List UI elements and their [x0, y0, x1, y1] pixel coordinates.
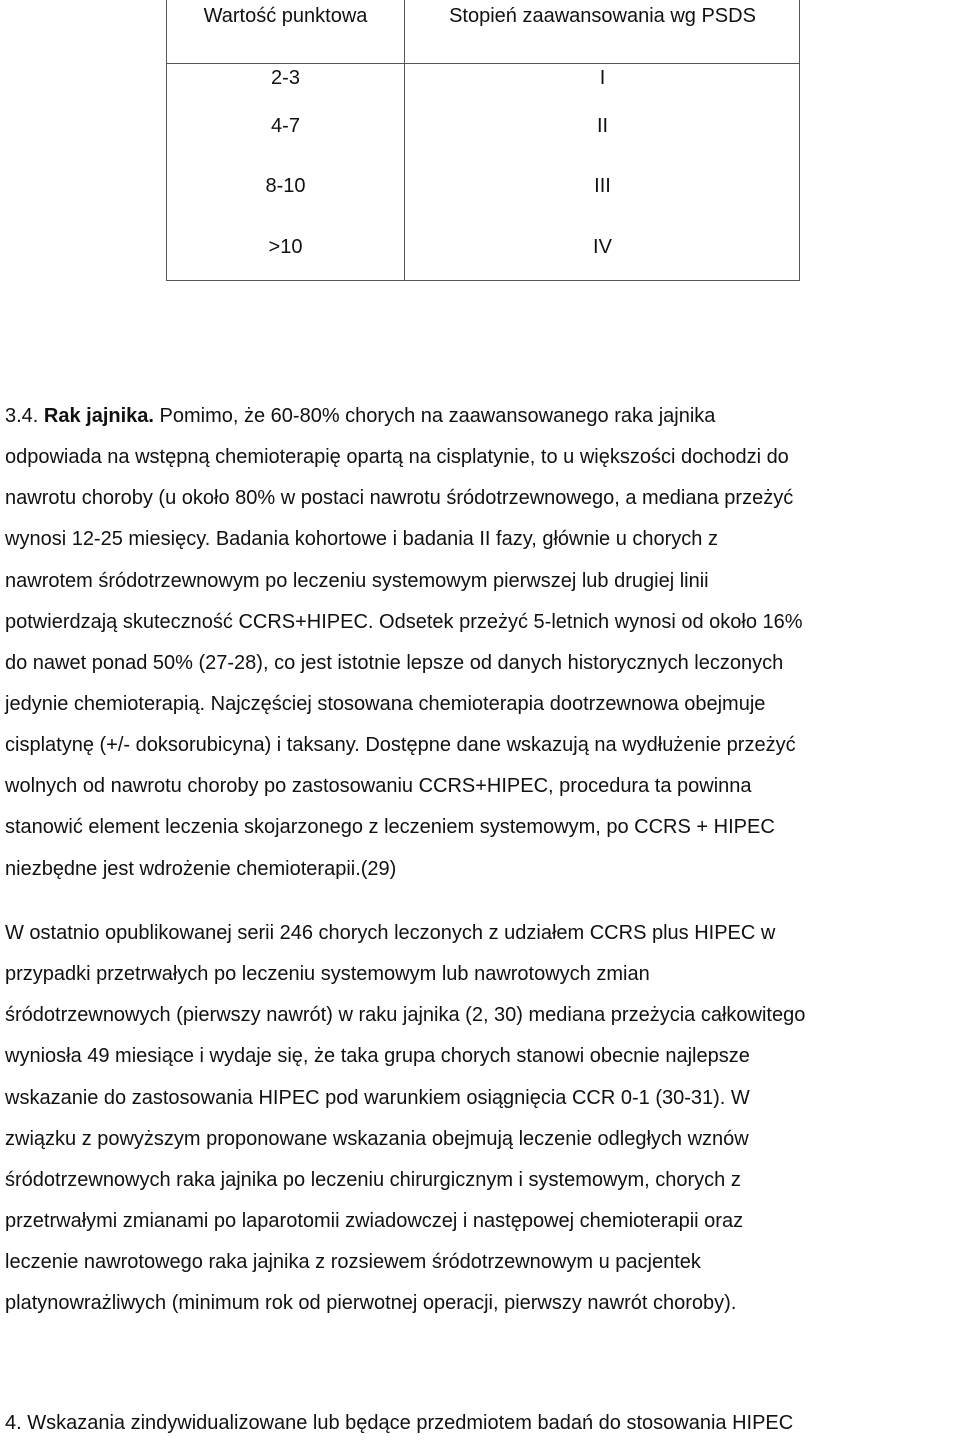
paragraph-line: śródotrzewnowych raka jajnika po leczeniu chirurgicznym i systemowym, chorych z — [5, 1168, 741, 1191]
table-cell-score: >10 — [268, 236, 303, 258]
table-cell-score: 4-7 — [271, 115, 300, 137]
paragraph-line: stanowić element leczenia skojarzonego z leczeniem systemowym, po CCRS + HIPEC — [5, 816, 775, 839]
paragraph-line: śródotrzewnowych (pierwszy nawrót) w raku jajnika (2, 30) mediana przeżycia całkowitego — [5, 1004, 806, 1027]
table-cell-stage: II — [596, 115, 609, 137]
paragraph-line: przypadki przetrwałych po leczeniu systemowym lub nawrotowych zmian — [5, 963, 650, 986]
paragraph-line: W ostatnio opublikowanej serii 246 chorych leczonych z udziałem CCRS plus HIPEC w — [5, 922, 776, 944]
paragraph-line: jedynie chemioterapią. Najczęściej stosowana chemioterapia dootrzewnowa obejmuje — [5, 692, 766, 715]
paragraph-line: do nawet ponad 50% (27-28), co jest istotnie lepsze od danych historycznych leczonych — [5, 651, 784, 674]
paragraph-line: niezbędne jest wdrożenie chemioterapii.(29) — [5, 857, 397, 880]
psds-staging-table — [166, 0, 800, 281]
table-header-divider — [167, 63, 799, 64]
table-header-score: Wartość punktowa — [203, 5, 368, 27]
paragraph-line: leczenie nawrotowego raka jajnika z rozsiewem śródotrzewnowym u pacjentek — [5, 1251, 701, 1274]
paragraph-line: 3.4. Rak jajnika. Pomimo, że 60-80% chorych na zaawansowanego raka jajnika — [5, 405, 716, 427]
paragraph-line: wskazanie do zastosowania HIPEC pod warunkiem osiągnięcia CCR 0-1 (30-31). W — [5, 1086, 750, 1109]
paragraph-line: przetrwałymi zmianami po laparotomii zwiadowczej i następowej chemioterapii oraz — [5, 1209, 744, 1232]
paragraph-line: nawrotem śródotrzewnowym po leczeniu systemowym pierwszej lub drugiej linii — [5, 569, 709, 592]
table-cell-score: 2-3 — [271, 67, 300, 89]
hipec-series-paragraph — [5, 913, 960, 1324]
paragraph-line: odpowiada na wstępną chemioterapię opartą na cisplatynie, to u większości dochodzi do — [5, 446, 789, 469]
paragraph-line: platynowrażliwych (minimum rok od pierwotnej operacji, pierwszy nawrót choroby). — [5, 1292, 737, 1315]
paragraph-line: nawrotu choroby (u około 80% w postaci nawrotu śródotrzewnowego, a mediana przeżyć — [5, 487, 794, 510]
paragraph-line: związku z powyższym proponowane wskazania obejmują leczenie odległych wznów — [5, 1127, 749, 1150]
paragraph-line: wyniosła 49 miesiące i wydaje się, że taka grupa chorych stanowi obecnie najlepsze — [5, 1045, 750, 1068]
table-header-stage: Stopień zaawansowania wg PSDS — [449, 5, 756, 27]
table-cell-stage: IV — [593, 236, 612, 258]
paragraph-line: wynosi 12-25 miesięcy. Badania kohortowe i badania II fazy, głównie u chorych z — [5, 528, 718, 551]
table-cell-stage: I — [599, 67, 606, 89]
paragraph-line: cisplatynę (+/- doksorubicyna) i taksany. Dostępne dane wskazują na wydłużenie przeżyć — [5, 734, 796, 757]
section-4-heading: 4. Wskazania zindywidualizowane lub będące przedmiotem badań do stosowania HIPEC — [5, 1412, 794, 1434]
section-number: 3.4. — [5, 405, 44, 427]
table-cell-score: 8-10 — [265, 175, 306, 197]
section-title: Rak jajnika. — [43, 405, 154, 427]
paragraph-line: potwierdzają skuteczność CCRS+HIPEC. Odsetek przeżyć 5-letnich wynosi od około 16% — [5, 610, 803, 633]
table-cell-stage: III — [594, 175, 611, 197]
paragraph-line: wolnych od nawrotu choroby po zastosowaniu CCRS+HIPEC, procedura ta powinna — [5, 775, 752, 798]
section-3-4-paragraph — [5, 396, 960, 890]
